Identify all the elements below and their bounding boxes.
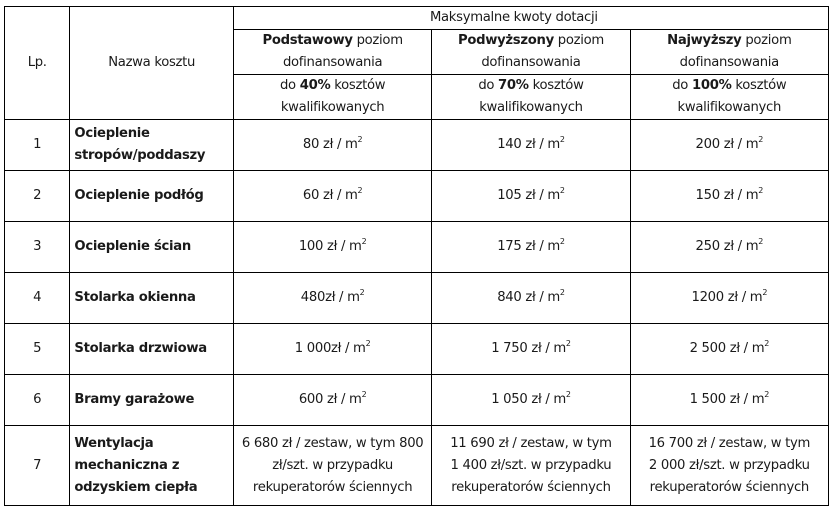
- value-highest: 2 500 zł / $m^2$: [630, 324, 828, 375]
- value-raised: 840 zł / $m^2$: [432, 273, 630, 324]
- value-raised: 140 zł / $m^2$: [432, 120, 630, 171]
- table-row: [5, 375, 829, 426]
- value-raised: 105 zł / $m^2$: [432, 171, 630, 222]
- value-raised: 1 750 zł / $m^2$: [432, 324, 630, 375]
- header-pct-raised: do 70% kosztów kwalifikowanych: [432, 75, 630, 120]
- value-highest: 200 zł / $m^2$: [630, 120, 828, 171]
- row-lp: 2: [5, 171, 70, 222]
- value-highest: 1 500 zł / $m^2$: [630, 375, 828, 426]
- header-group: Maksymalne kwoty dotacji: [233, 7, 828, 30]
- table-row: [5, 171, 829, 222]
- value-raised: 11 690 zł / zestaw, w tym 1 400 zł/szt. w przypadku rekuperatorów ściennych: [432, 426, 630, 506]
- row-lp: 4: [5, 273, 70, 324]
- header-name: Nazwa kosztu: [70, 7, 234, 120]
- row-name: Stolarka okienna: [70, 273, 234, 324]
- row-lp: 3: [5, 222, 70, 273]
- row-lp: 5: [5, 324, 70, 375]
- table-row: [5, 273, 829, 324]
- table-row: [5, 324, 829, 375]
- value-highest: 250 zł / $m^2$: [630, 222, 828, 273]
- value-highest: 1200 zł / $m^2$: [630, 273, 828, 324]
- row-name: Wentylacja mechaniczna z odzyskiem ciepła: [70, 426, 234, 506]
- value-basic: 6 680 zł / zestaw, w tym 800 zł/szt. w przypadku rekuperatorów ściennych: [233, 426, 431, 506]
- header-pct-highest: do 100% kosztów kwalifikowanych: [630, 75, 828, 120]
- row-name: Stolarka drzwiowa: [70, 324, 234, 375]
- row-name: Ocieplenie ścian: [70, 222, 234, 273]
- value-basic: 60 zł / $m^2$: [233, 171, 431, 222]
- header-level-raised: Podwyższony poziom dofinansowania: [432, 30, 630, 75]
- row-lp: 6: [5, 375, 70, 426]
- header-lp: Lp.: [5, 7, 70, 120]
- row-name: Ocieplenie stropów/poddaszy: [70, 120, 234, 171]
- table-row: [5, 222, 829, 273]
- row-lp: 1: [5, 120, 70, 171]
- table-row: [5, 120, 829, 171]
- value-highest: 150 zł / $m^2$: [630, 171, 828, 222]
- header-level-basic: Podstawowy poziom dofinansowania: [233, 30, 431, 75]
- header-pct-basic: do 40% kosztów kwalifikowanych: [233, 75, 431, 120]
- value-raised: 175 zł / $m^2$: [432, 222, 630, 273]
- header-level-highest: Najwyższy poziom dofinansowania: [630, 30, 828, 75]
- table-row: [5, 426, 829, 506]
- row-name: Ocieplenie podłóg: [70, 171, 234, 222]
- value-highest: 16 700 zł / zestaw, w tym 2 000 zł/szt. w przypadku rekuperatorów ściennych: [630, 426, 828, 506]
- value-basic: 80 zł / $m^2$: [233, 120, 431, 171]
- value-basic: 1 000zł / $m^2$: [233, 324, 431, 375]
- value-basic: 480zł / $m^2$: [233, 273, 431, 324]
- row-lp: 7: [5, 426, 70, 506]
- value-basic: 100 zł / $m^2$: [233, 222, 431, 273]
- value-raised: 1 050 zł / $m^2$: [432, 375, 630, 426]
- value-basic: 600 zł / $m^2$: [233, 375, 431, 426]
- grant-table: [4, 6, 829, 506]
- row-name: Bramy garażowe: [70, 375, 234, 426]
